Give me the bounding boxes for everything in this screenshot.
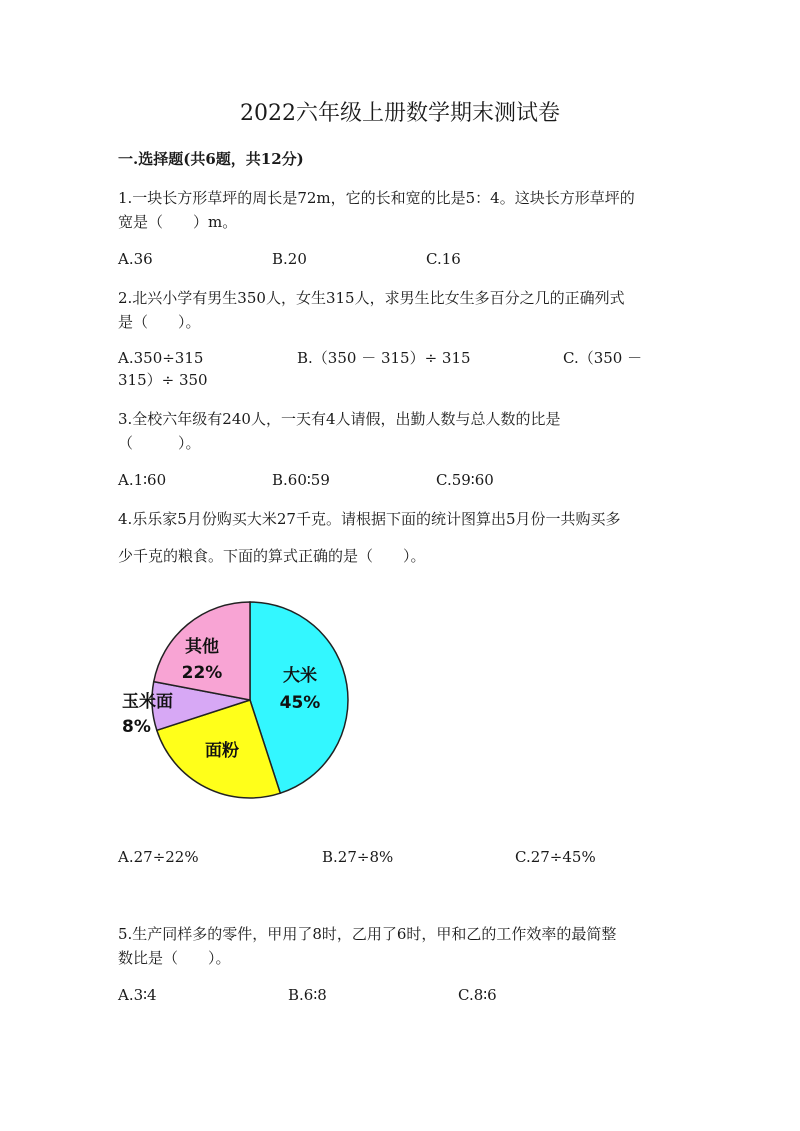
question-1-line-1: 1.一块长方形草坪的周长是72m，它的长和宽的比是5：4。这块长方形草坪的 xyxy=(118,189,635,207)
question-1-option-b[interactable]: B.20 xyxy=(272,250,307,268)
question-5-line-1: 5.生产同样多的零件，甲用了8时，乙用了6时，甲和乙的工作效率的最简整 xyxy=(118,925,617,943)
question-4-option-b[interactable]: B.27÷8% xyxy=(322,848,394,866)
grain-pie-chart xyxy=(118,598,358,808)
question-5-option-c[interactable]: C.8∶6 xyxy=(458,986,497,1004)
question-5-option-b[interactable]: B.6∶8 xyxy=(288,986,327,1004)
question-2-line-1: 2.北兴小学有男生350人，女生315人，求男生比女生多百分之几的正确列式 xyxy=(118,289,625,307)
question-2-option-c[interactable]: C.（350 － xyxy=(563,349,643,367)
slice-label-other-name: 其他 xyxy=(185,637,219,657)
question-3-option-b[interactable]: B.60∶59 xyxy=(272,471,330,489)
slice-label-corn-value: 8% xyxy=(122,717,151,737)
question-1-option-a[interactable]: A.36 xyxy=(118,250,153,268)
question-5-line-2: 数比是（ ）。 xyxy=(118,949,231,967)
question-3-line-2: （ ）。 xyxy=(118,434,201,452)
question-3-line-1: 3.全校六年级有240人，一天有4人请假，出勤人数与总人数的比是 xyxy=(118,410,561,428)
question-5-option-a[interactable]: A.3∶4 xyxy=(118,986,157,1004)
question-2-option-b[interactable]: B.（350 － 315）÷ 315 xyxy=(297,349,471,367)
question-4-line-1: 4.乐乐家5月份购买大米27千克。请根据下面的统计图算出5月份一共购买多 xyxy=(118,510,621,528)
question-4-option-a[interactable]: A.27÷22% xyxy=(118,848,199,866)
slice-label-other-value: 22% xyxy=(181,663,223,683)
question-4-option-c[interactable]: C.27÷45% xyxy=(515,848,596,866)
question-2-option-a[interactable]: A.350÷315 xyxy=(118,349,204,367)
section-heading: 一.选择题(共6题，共12分) xyxy=(118,150,304,168)
question-1-option-c[interactable]: C.16 xyxy=(426,250,461,268)
question-3-option-a[interactable]: A.1∶60 xyxy=(118,471,167,489)
question-1-line-2: 宽是（ ）m。 xyxy=(118,213,238,231)
question-4-line-2: 少千克的粮食。下面的算式正确的是（ ）。 xyxy=(118,547,426,565)
slice-label-rice-name: 大米 xyxy=(283,666,317,686)
question-2-line-2: 是（ ）。 xyxy=(118,313,201,331)
slice-label-rice-value: 45% xyxy=(279,693,321,713)
question-3-option-c[interactable]: C.59∶60 xyxy=(436,471,494,489)
slice-label-flour-name: 面粉 xyxy=(205,741,239,761)
slice-label-corn-name: 玉米面 xyxy=(122,692,173,712)
question-2-option-c-continued: 315）÷ 350 xyxy=(118,371,208,389)
page-title: 2022六年级上册数学期末测试卷 xyxy=(240,101,560,126)
